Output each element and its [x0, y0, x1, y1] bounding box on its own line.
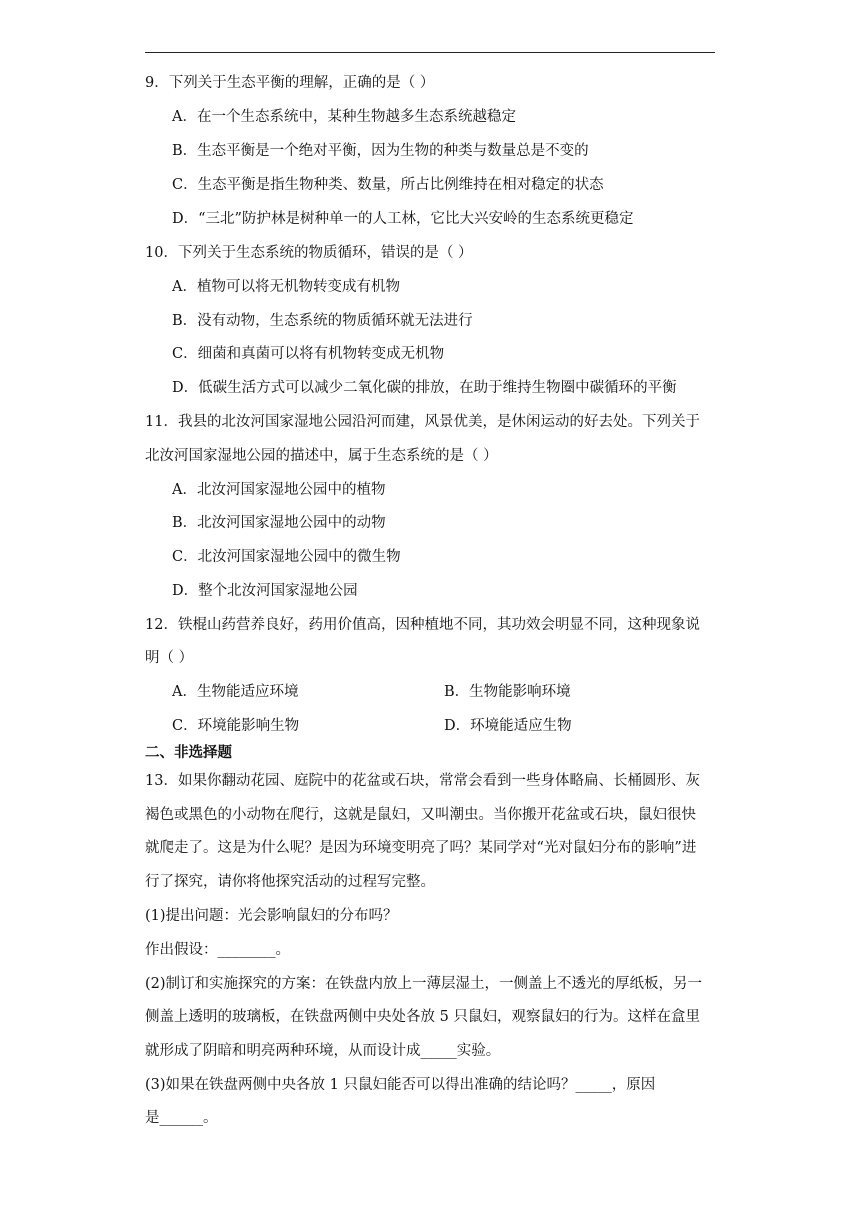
- question-11-stem-line-1: 11．我县的北汝河国家湿地公园沿河而建，风景优美，是休闲运动的好去处。下列关于: [145, 414, 700, 430]
- question-11-option-a[interactable]: A．北汝河国家湿地公园中的植物: [172, 482, 386, 498]
- section-heading: 二、非选择题: [145, 744, 232, 761]
- question-9-option-d[interactable]: D．“三北”防护林是树种单一的人工林，它比大兴安岭的生态系统更稳定: [172, 211, 634, 227]
- question-12-stem-line-2: 明（ ）: [145, 650, 194, 666]
- question-10-option-d[interactable]: D．低碳生活方式可以减少二氧化碳的排放，在助于维持生物圈中碳循环的平衡: [172, 380, 677, 396]
- question-13-text-line-4: 行了探究，请你将他探究活动的过程写完整。: [145, 874, 435, 890]
- question-9-option-a[interactable]: A．在一个生态系统中，某种生物越多生态系统越稳定: [172, 109, 516, 125]
- question-13-part-2-line-2: 侧盖上透明的玻璃板，在铁盘两侧中央处各放 5 只鼠妇，观察鼠妇的行为。这样在盒里: [145, 1009, 700, 1025]
- question-10-option-b[interactable]: B．没有动物，生态系统的物质循环就无法进行: [172, 313, 473, 329]
- question-10-option-c[interactable]: C．细菌和真菌可以将有机物转变成无机物: [172, 346, 445, 362]
- question-12-stem-line-1: 12．铁棍山药营养良好，药用价值高，因种植地不同，其功效会明显不同，这种现象说: [145, 617, 700, 633]
- question-12-option-a[interactable]: A．生物能适应环境: [172, 684, 299, 700]
- question-13-part-2-line-1: (2)制订和实施探究的方案：在铁盘内放上一薄层湿土，一侧盖上不透光的厚纸板，另一: [145, 976, 703, 992]
- question-11-stem-line-2: 北汝河国家湿地公园的描述中，属于生态系统的是（ ）: [145, 448, 498, 464]
- question-11-option-d[interactable]: D．整个北汝河国家湿地公园: [172, 583, 358, 599]
- question-13-part-2-line-3: 就形成了阴暗和明亮两种环境，从而设计成_____实验。: [145, 1043, 501, 1059]
- question-11-option-c[interactable]: C．北汝河国家湿地公园中的微生物: [172, 549, 401, 565]
- question-12-option-b[interactable]: B．生物能影响环境: [444, 684, 571, 700]
- question-9-option-c[interactable]: C．生态平衡是指生物种类、数量，所占比例维持在相对稳定的状态: [172, 177, 604, 193]
- question-10-stem: 10．下列关于生态系统的物质循环，错误的是（ ）: [145, 245, 473, 261]
- question-13-text-line-1: 13．如果你翻动花园、庭院中的花盆或石块，常常会看到一些身体略扁、长桶圆形、灰: [145, 773, 700, 789]
- question-12-option-c[interactable]: C．环境能影响生物: [172, 718, 300, 734]
- question-13-part-1: (1)提出问题：光会影响鼠妇的分布吗？: [145, 908, 398, 924]
- question-9-option-b[interactable]: B．生态平衡是一个绝对平衡，因为生物的种类与数量总是不变的: [172, 143, 589, 159]
- question-10-option-a[interactable]: A．植物可以将无机物转变成有机物: [172, 279, 400, 295]
- question-13-text-line-3: 就爬走了。这是为什么呢？是因为环境变明亮了吗？某同学对“光对鼠妇分布的影响”进: [145, 840, 697, 856]
- header-rule: [145, 52, 715, 53]
- question-13-part-3-line-2: 是______。: [145, 1110, 218, 1126]
- question-9-stem: 9．下列关于生态平衡的理解，正确的是（ ）: [145, 75, 435, 91]
- question-13-hypothesis: 作出假设：________。: [145, 942, 290, 958]
- question-12-option-d[interactable]: D．环境能适应生物: [444, 718, 572, 734]
- question-13-part-3-line-1: (3)如果在铁盘两侧中央各放 1 只鼠妇能否可以得出准确的结论吗？_____，原因: [145, 1077, 656, 1093]
- question-11-option-b[interactable]: B．北汝河国家湿地公园中的动物: [172, 515, 386, 531]
- question-13-text-line-2: 褐色或黑色的小动物在爬行，这就是鼠妇，又叫潮虫。当你搬开花盆或石块，鼠妇很快: [145, 807, 696, 823]
